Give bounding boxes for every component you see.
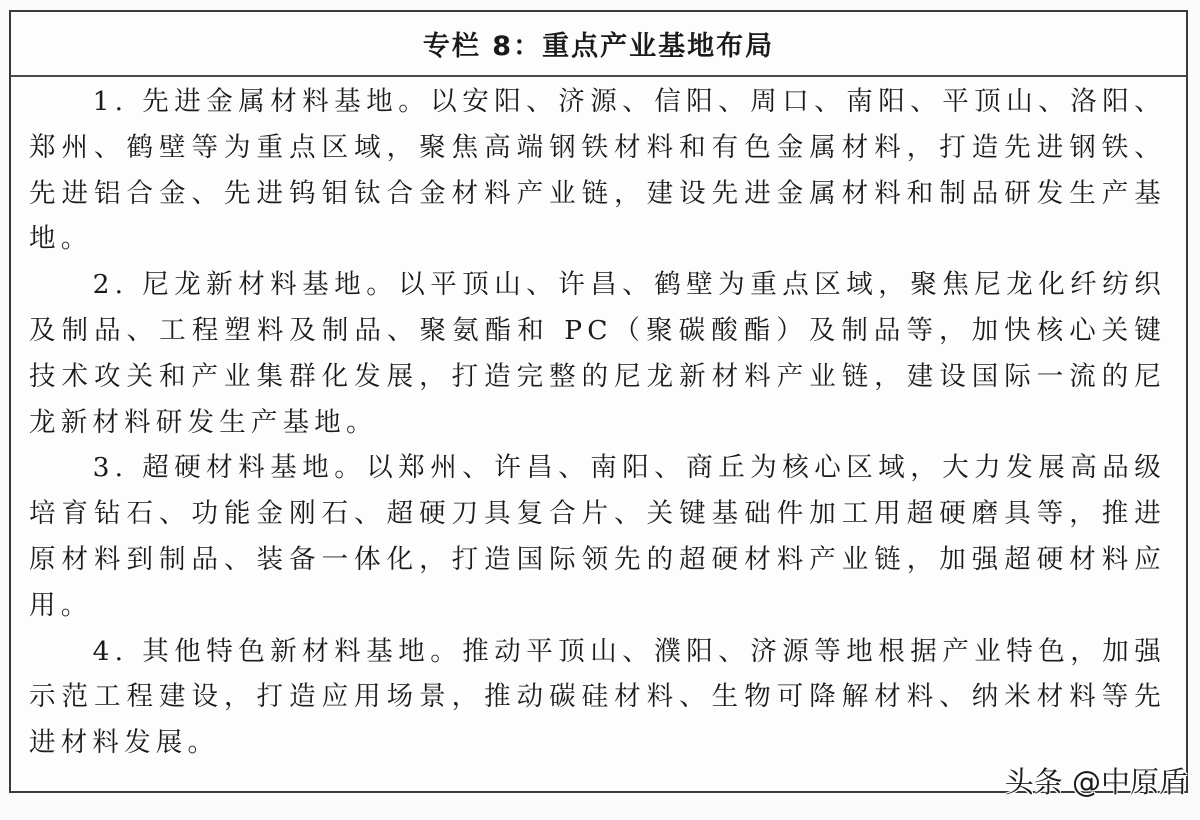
watermark: 头条 @中原盾 [1004, 765, 1188, 799]
paragraph-metal-materials: 1. 先进金属材料基地。以安阳、济源、信阳、周口、南阳、平顶山、洛阳、郑州、鹤壁等为重点区域，聚焦高端钢铁材料和有色金属材料，打造先进钢铁、先进铝合金、先进钨钼钛合金材料产业链，建设先进金属材料和制品研发生产基地。 [29, 86, 1166, 255]
paragraph-other-materials: 4. 其他特色新材料基地。推动平顶山、濮阳、济源等地根据产业特色，加强示范工程建设，打造应用场景，推动碳硅材料、生物可降解材料、纳米材料等先进材料发展。 [29, 635, 1166, 759]
column-title: 专栏 8：重点产业基地布局 [11, 12, 1186, 77]
column-content [11, 77, 1186, 766]
paragraph-superhard-materials: 3. 超硬材料基地。以郑州、许昌、南阳、商丘为核心区域，大力发展高品级培育钻石、功能金刚石、超硬刀具复合片、关键基础件加工用超硬磨具等，推进原材料到制品、装备一体化，打造国际领先的超硬材料产业链，加强超硬材料应用。 [29, 452, 1166, 621]
column-box [9, 10, 1188, 793]
paragraph-nylon-materials: 2. 尼龙新材料基地。以平顶山、许昌、鹤壁为重点区域，聚焦尼龙化纤纺织及制品、工程塑料及制品、聚氨酯和 PC（聚碳酸酯）及制品等，加快核心关键技术攻关和产业集群化发展，打造完整的尼龙新材料产业链，建设国际一流的尼龙新材料研发生产基地。 [29, 269, 1166, 438]
